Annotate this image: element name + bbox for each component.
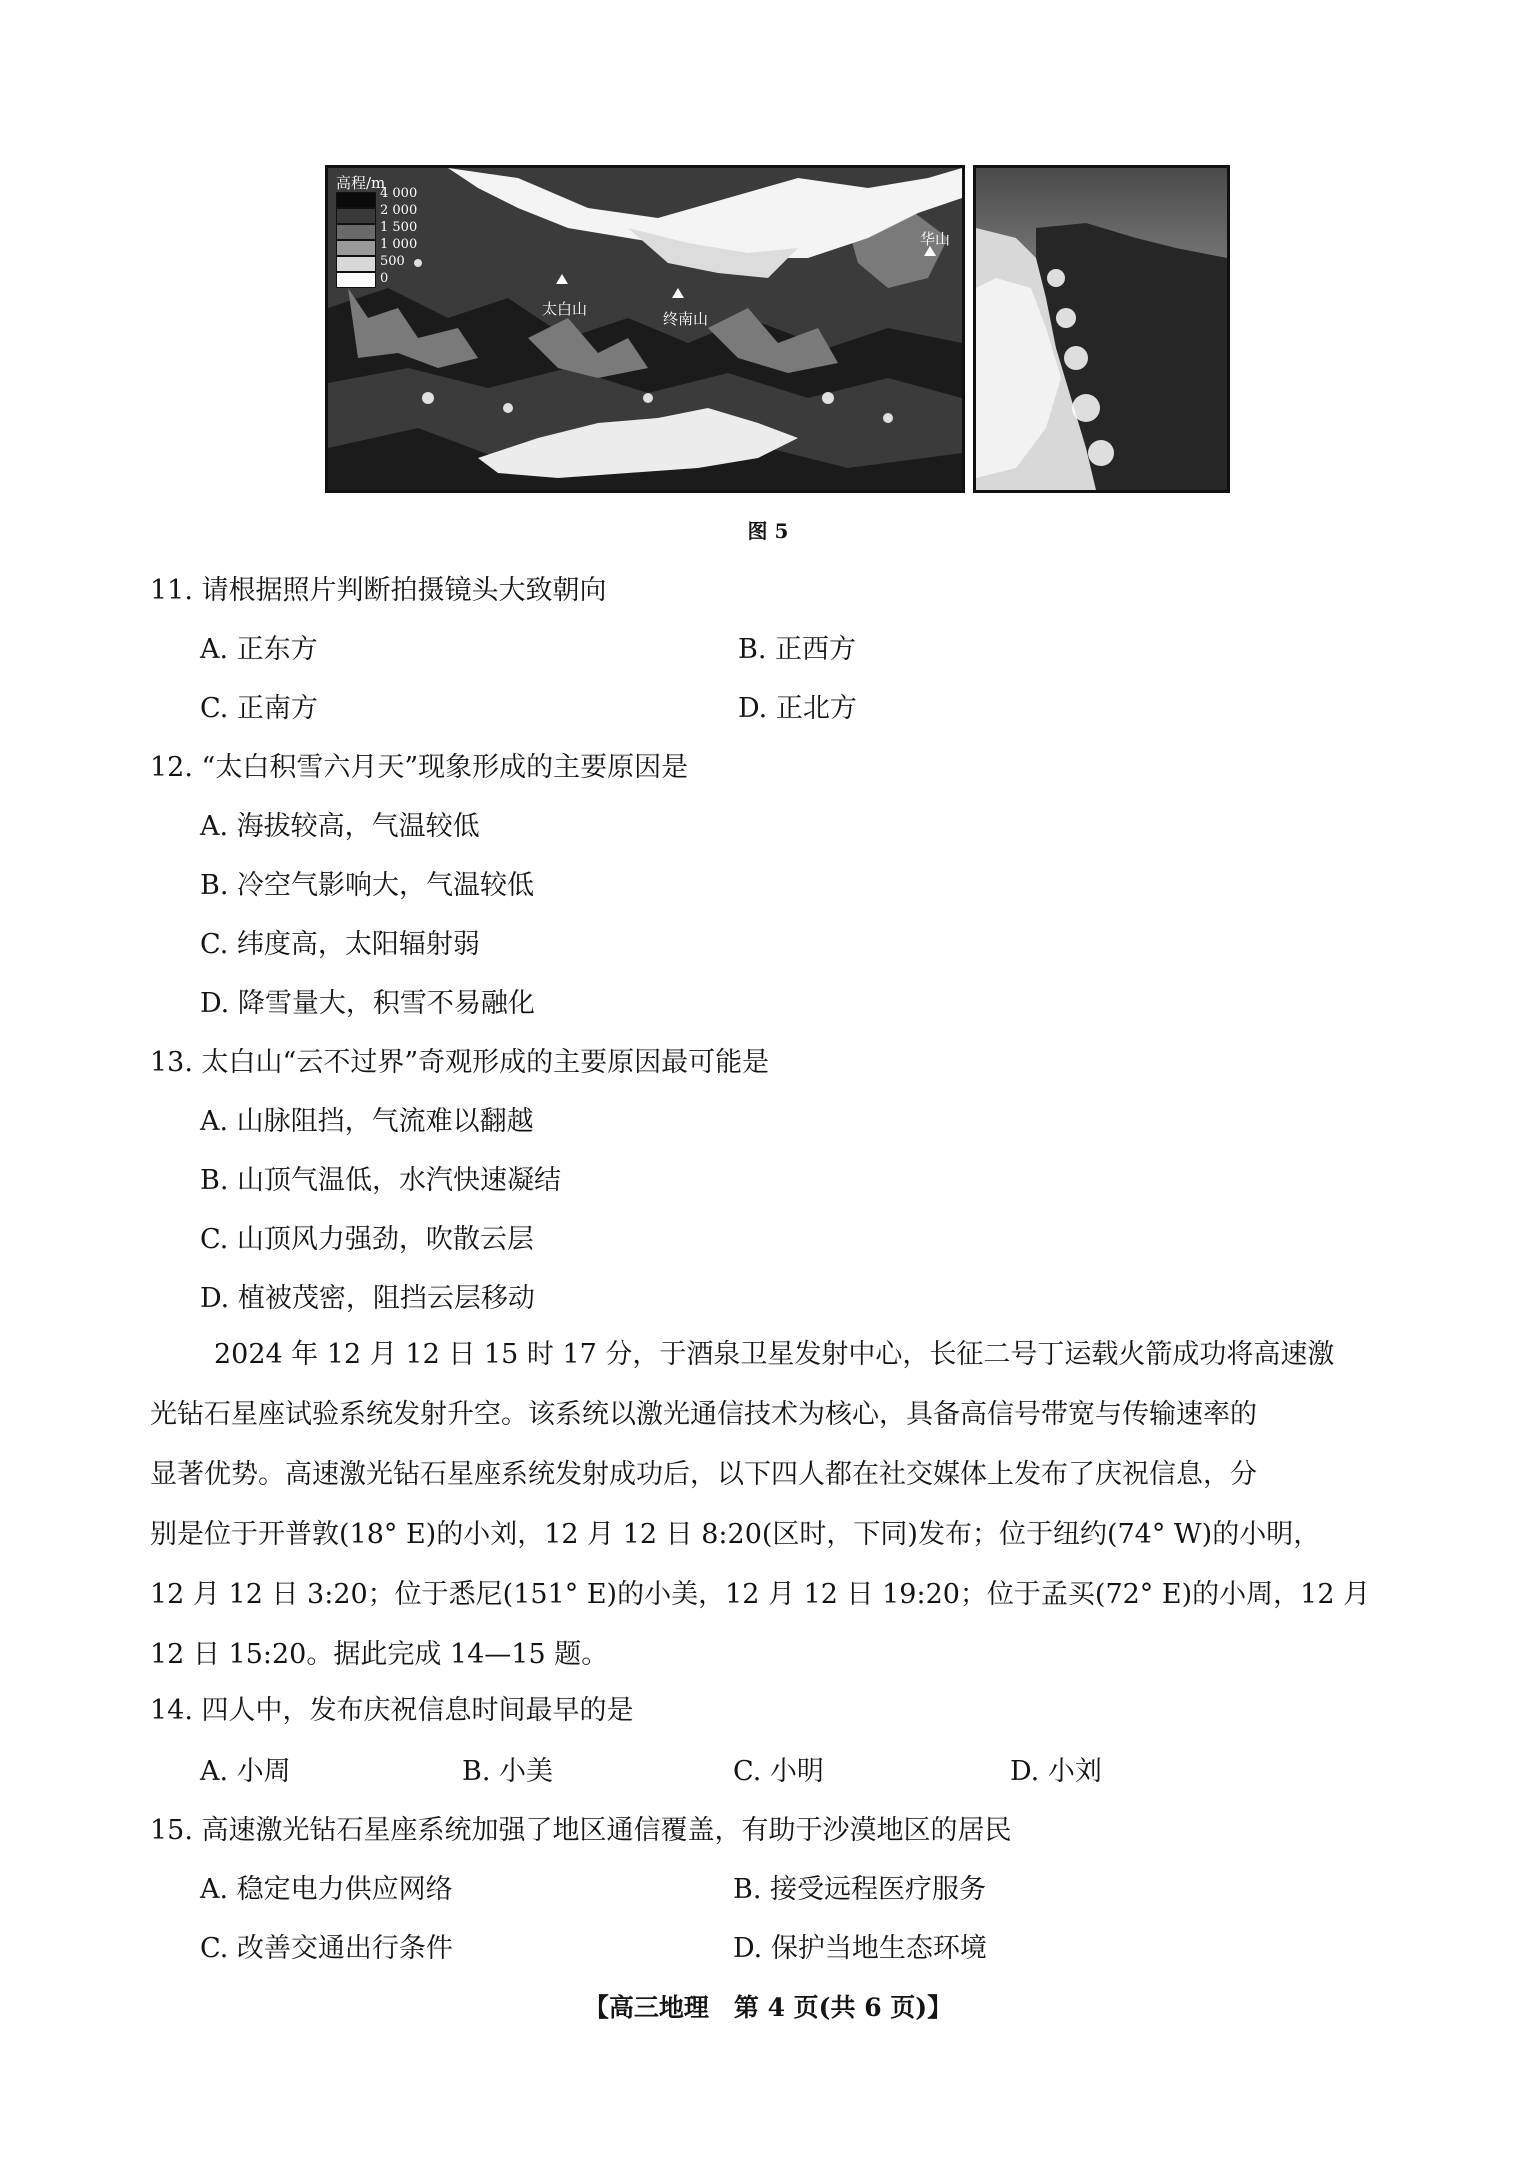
figure-caption: 图 5 [747,519,789,543]
question-14-option-b[interactable]: B. 小美 [462,1756,554,1787]
legend-swatch-1000 [336,240,376,256]
question-15-option-d[interactable]: D. 保护当地生态环境 [733,1933,987,1964]
legend-label-1500: 1 500 [380,220,418,235]
question-12-option-c[interactable]: C. 纬度高，太阳辐射弱 [200,929,480,960]
question-11-option-b[interactable]: B. 正西方 [738,634,857,665]
elevation-map-graphic [328,168,962,490]
elevation-map [325,165,965,493]
question-12-option-d[interactable]: D. 降雪量大，积雪不易融化 [200,988,535,1019]
legend-swatch-0 [336,272,376,288]
question-15-option-c[interactable]: C. 改善交通出行条件 [200,1933,453,1964]
question-13-option-a[interactable]: A. 山脉阻挡，气流难以翻越 [200,1106,534,1137]
question-11-option-a[interactable]: A. 正东方 [200,634,318,665]
question-12-option-b[interactable]: B. 冷空气影响大，气温较低 [200,870,535,901]
legend-swatch-500 [336,256,376,272]
passage-14-15 [150,1325,1400,1685]
question-14-option-c[interactable]: C. 小明 [733,1756,824,1787]
question-15-option-b[interactable]: B. 接受远程医疗服务 [733,1874,987,1905]
passage-line: 2024 年 12 月 12 日 15 时 17 分，于酒泉卫星发射中心，长征二号丁运载火箭成功将高速激 [214,1339,1335,1370]
question-13-stem: 13. 太白山“云不过界”奇观形成的主要原因最可能是 [150,1047,770,1078]
question-15-stem: 15. 高速激光钻石星座系统加强了地区通信覆盖，有助于沙漠地区的居民 [150,1815,1012,1846]
legend-title: 高程/m [336,174,386,192]
question-14-option-d[interactable]: D. 小刘 [1010,1756,1102,1787]
elevation-legend [334,172,416,290]
question-14-stem: 14. 四人中，发布庆祝信息时间最早的是 [150,1695,634,1726]
legend-label-500: 500 [380,254,405,269]
passage-line: 12 日 15:20。据此完成 14—15 题。 [150,1639,609,1670]
passage-line: 光钻石星座试验系统发射升空。该系统以激光通信技术为核心，具备高信号带宽与传输速率的 [150,1399,1257,1430]
legend-label-1000: 1 000 [380,237,418,252]
question-12-option-a[interactable]: A. 海拔较高，气温较低 [200,811,480,842]
question-11-stem: 11. 请根据照片判断拍摄镜头大致朝向 [150,575,607,606]
question-12-stem: 12. “太白积雪六月天”现象形成的主要原因是 [150,752,689,783]
question-13-option-c[interactable]: C. 山顶风力强劲，吹散云层 [200,1224,534,1255]
passage-line: 别是位于开普敦(18° E)的小刘，12 月 12 日 8:20(区时，下同)发布；位于纽约(74° W)的小明， [150,1519,1321,1550]
question-13-option-d[interactable]: D. 植被茂密，阻挡云层移动 [200,1283,535,1314]
mountain-cloud-photo [973,165,1230,493]
question-15-option-a[interactable]: A. 稳定电力供应网络 [200,1874,453,1905]
passage-line: 显著优势。高速激光钻石星座系统发射成功后，以下四人都在社交媒体上发布了庆祝信息，分 [150,1459,1257,1490]
question-14-option-a[interactable]: A. 小周 [200,1756,291,1787]
legend-swatch-4000 [336,192,376,208]
peak-label-hua: 华山 [920,230,951,248]
peak-label-zhongnan: 终南山 [663,310,709,328]
peak-label-taibai: 太白山 [542,300,588,318]
legend-label-0: 0 [380,271,389,286]
passage-line: 12 月 12 日 3:20；位于悉尼(151° E)的小美，12 月 12 日 19:20；位于孟买(72° E)的小周，12 月 [150,1579,1371,1610]
mountain-cloud-photo-graphic [976,168,1227,490]
figure-5 [325,165,1230,495]
legend-swatch-1500 [336,224,376,240]
question-13-option-b[interactable]: B. 山顶气温低，水汽快速凝结 [200,1165,562,1196]
question-11-option-c[interactable]: C. 正南方 [200,693,318,724]
legend-label-4000: 4 000 [380,186,418,201]
legend-swatch-2000 [336,208,376,224]
question-11-option-d[interactable]: D. 正北方 [738,693,857,724]
page-footer: 【高三地理 第 4 页(共 6 页)】 [583,1993,953,2022]
legend-label-2000: 2 000 [380,203,418,218]
